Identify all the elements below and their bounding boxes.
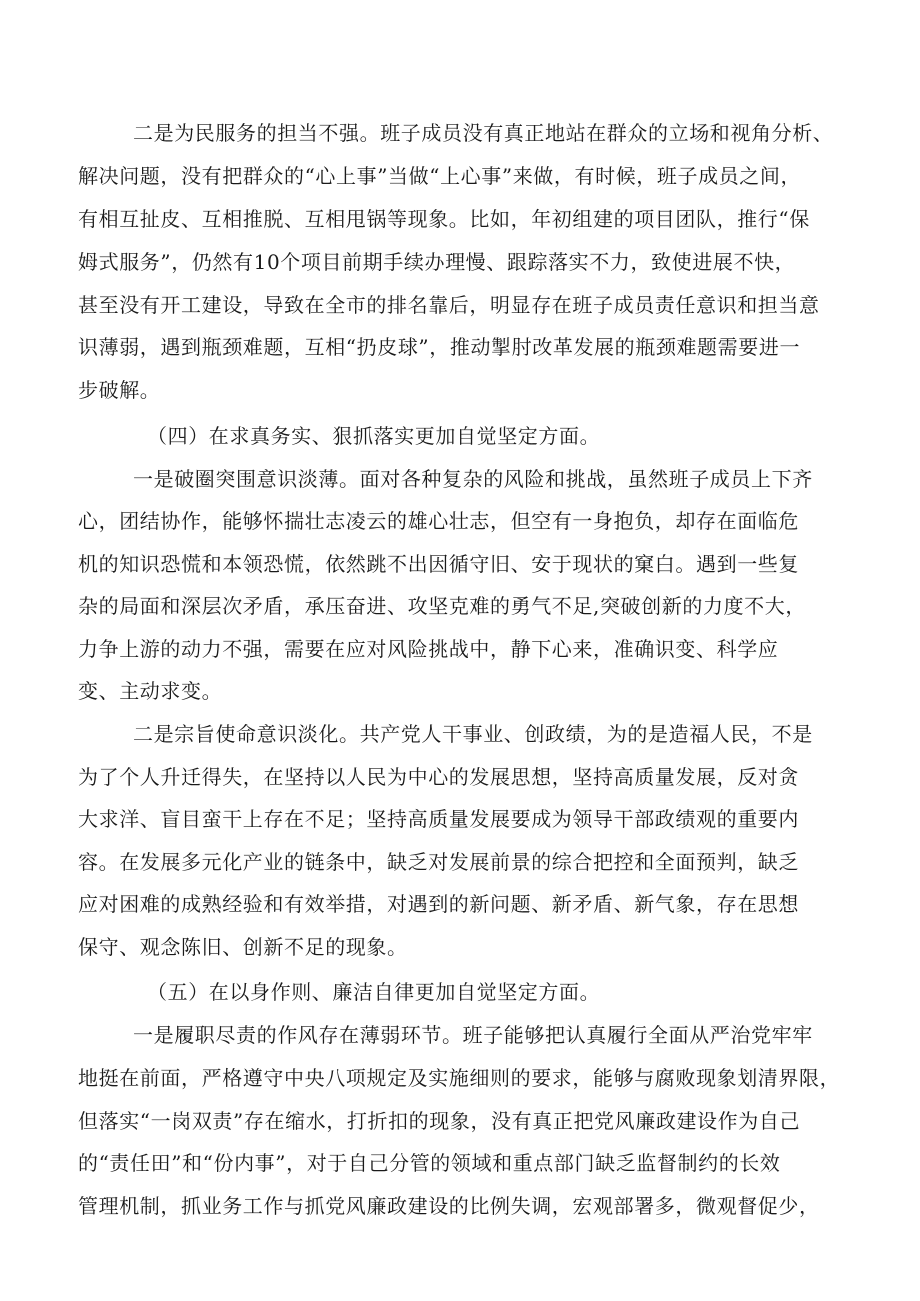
text-line: 管理机制，抓业务工作与抓党风廉政建设的比例失调，宏观部署多，微观督促少，: [78, 1194, 820, 1218]
text-line: 有相互扯皮、互相推脱、互相甩锅等现象。比如，年初组建的项目团队，推行“保: [78, 207, 810, 231]
text-line: 一是履职尽责的作风存在薄弱环节。班子能够把认真履行全面从严治党牢牢: [133, 1023, 813, 1047]
text-line: 但落实“一岗双责”存在缩水，打折扣的现象，没有真正把党风廉政建设作为自己: [78, 1109, 801, 1133]
text-line: 保守、观念陈旧、创新不足的现象。: [78, 935, 408, 959]
text-line: 步破解。: [78, 378, 161, 402]
text-line: 应对困难的成熟经验和有效举措，对遇到的新问题、新矛盾、新气象，存在思想: [78, 892, 799, 916]
text-line: 二是为民服务的担当不强。班子成员没有真正地站在群众的立场和视角分析、: [133, 121, 834, 145]
text-line: 变、主动求变。: [78, 679, 223, 703]
text-line: 二是宗旨使命意识淡化。共产党人干事业、创政绩，为的是造福人民，不是: [133, 722, 813, 746]
text-line: 心，团结协作，能够怀揣壮志凌云的雄心壮志，但空有一身抱负，却存在面临危: [78, 509, 799, 533]
text-line: 地挺在前面，严格遵守中央八项规定及实施细则的要求，能够与腐败现象划清界限，: [78, 1066, 841, 1090]
text-line: 容。在发展多元化产业的链条中，缺乏对发展前景的综合把控和全面预判，缺乏: [78, 850, 799, 874]
text-line: 识薄弱，遇到瓶颈难题，互相“扔皮球”，推动掣肘改革发展的瓶颈难题需要进一: [78, 335, 801, 359]
text-line: 为了个人升迁得失，在坚持以人民为中心的发展思想，坚持高质量发展，反对贪: [78, 765, 799, 789]
text-line: 杂的局面和深层次矛盾，承压奋进、攻坚克难的勇气不足,突破创新的力度不大，: [78, 594, 806, 618]
section-heading: （四）在求真务实、狠抓落实更加自觉坚定方面。: [147, 424, 601, 448]
text-line: 的“责任田”和“份内事”，对于自己分管的领域和重点部门缺乏监督制约的长效: [78, 1151, 781, 1175]
text-line: 姆式服务”，仍然有10个项目前期手续办理慢、跟踪落实不力，致使进展不快，: [78, 250, 796, 274]
section-heading: （五）在以身作则、廉洁自律更加自觉坚定方面。: [147, 980, 601, 1004]
text-line: 大求洋、盲目蛮干上存在不足；坚持高质量发展要成为领导干部政绩观的重要内: [78, 807, 799, 831]
text-line: 甚至没有开工建设，导致在全市的排名靠后，明显存在班子成员责任意识和担当意: [78, 293, 820, 317]
text-line: 一是破圈突围意识淡薄。面对各种复杂的风险和挑战，虽然班子成员上下齐: [133, 467, 813, 491]
text-line: 解决问题，没有把群众的“心上事”当做“上心事”来做，有时候，班子成员之间，: [78, 164, 802, 188]
text-line: 力争上游的动力不强，需要在应对风险挑战中，静下心来，准确识变、科学应: [78, 637, 779, 661]
text-line: 机的知识恐慌和本领恐慌，依然跳不出因循守旧、安于现状的窠白。遇到一些复: [78, 552, 799, 576]
